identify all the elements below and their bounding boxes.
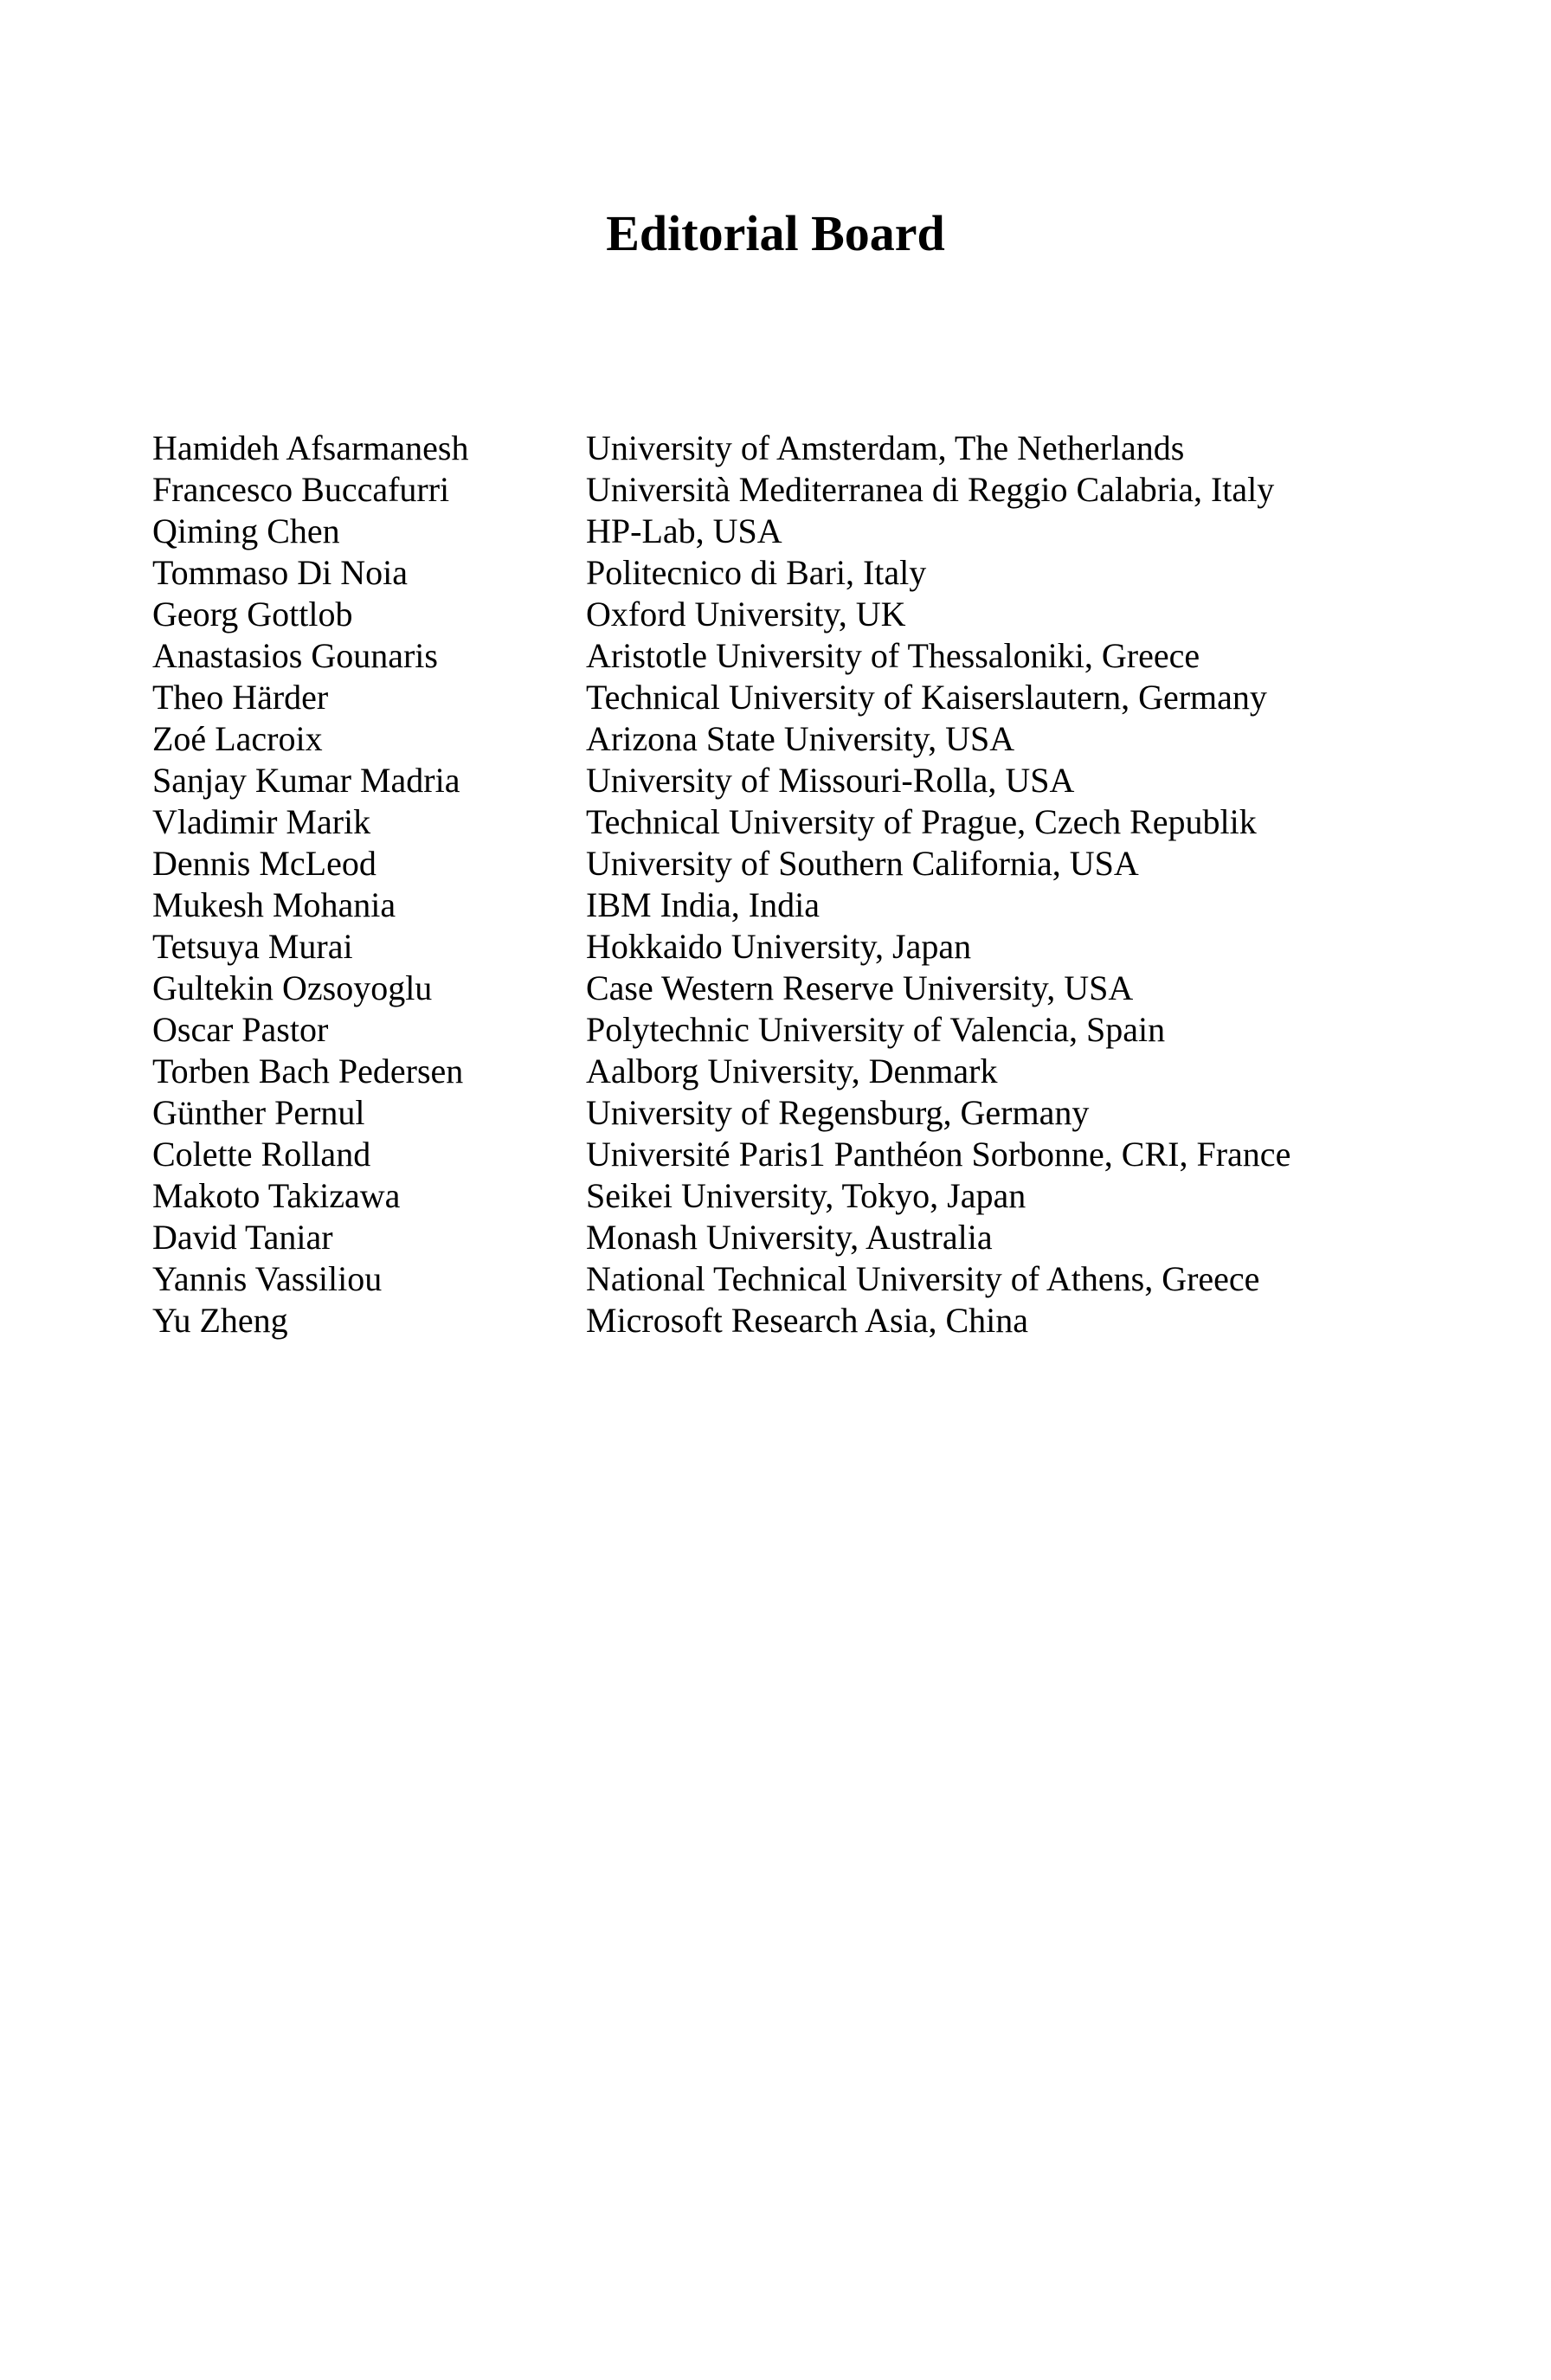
member-name: Vladimir Marik <box>152 802 371 841</box>
member-name: Yu Zheng <box>152 1301 288 1340</box>
board-member-row <box>152 594 1407 635</box>
member-name: Tommaso Di Noia <box>152 553 408 592</box>
member-affiliation: Case Western Reserve University, USA <box>586 968 1134 1007</box>
member-name: Tetsuya Murai <box>152 927 353 966</box>
board-member-row <box>152 469 1407 511</box>
member-name: Mukesh Mohania <box>152 885 396 924</box>
member-name: David Taniar <box>152 1218 333 1257</box>
board-member-row <box>152 428 1407 469</box>
member-affiliation: Monash University, Australia <box>586 1218 993 1257</box>
member-name: Francesco Buccafurri <box>152 470 450 509</box>
board-member-row <box>152 968 1407 1009</box>
board-member-row <box>152 552 1407 594</box>
board-member-row <box>152 1175 1407 1217</box>
member-name: Theo Härder <box>152 678 329 717</box>
member-name: Sanjay Kumar Madria <box>152 761 460 800</box>
board-member-row <box>152 926 1407 968</box>
member-affiliation: IBM India, India <box>586 885 820 924</box>
board-member-row <box>152 511 1407 552</box>
member-name: Gultekin Ozsoyoglu <box>152 968 433 1007</box>
member-affiliation: Seikei University, Tokyo, Japan <box>586 1176 1026 1215</box>
member-name: Qiming Chen <box>152 511 340 550</box>
board-member-row <box>152 1051 1407 1092</box>
board-member-row <box>152 1134 1407 1175</box>
member-name: Günther Pernul <box>152 1093 365 1132</box>
member-name: Hamideh Afsarmanesh <box>152 428 469 467</box>
member-affiliation: Polytechnic University of Valencia, Spain <box>586 1010 1166 1049</box>
member-name: Oscar Pastor <box>152 1010 329 1049</box>
member-affiliation: University of Regensburg, Germany <box>586 1093 1090 1132</box>
member-name: Torben Bach Pedersen <box>152 1052 464 1090</box>
board-member-row <box>152 718 1407 760</box>
member-affiliation: University of Missouri-Rolla, USA <box>586 761 1075 800</box>
member-name: Colette Rolland <box>152 1135 371 1174</box>
board-member-row <box>152 1258 1407 1300</box>
member-affiliation: Microsoft Research Asia, China <box>586 1301 1028 1340</box>
board-member-row <box>152 677 1407 718</box>
board-member-row <box>152 635 1407 677</box>
member-affiliation: Aristotle University of Thessaloniki, Greece <box>586 636 1200 675</box>
board-member-row <box>152 884 1407 926</box>
member-affiliation: Hokkaido University, Japan <box>586 927 972 966</box>
member-affiliation: Université Paris1 Panthéon Sorbonne, CRI, France <box>586 1135 1291 1174</box>
board-member-row <box>152 1009 1407 1051</box>
board-member-row <box>152 801 1407 843</box>
member-affiliation: University of Southern California, USA <box>586 844 1139 883</box>
member-name: Makoto Takizawa <box>152 1176 401 1215</box>
member-name: Anastasios Gounaris <box>152 636 438 675</box>
member-affiliation: Aalborg University, Denmark <box>586 1052 998 1090</box>
member-affiliation: HP-Lab, USA <box>586 511 782 550</box>
member-name: Zoé Lacroix <box>152 719 323 758</box>
member-affiliation: Technical University of Prague, Czech Republik <box>586 802 1257 841</box>
member-affiliation: Università Mediterranea di Reggio Calabria, Italy <box>586 470 1275 509</box>
board-member-row <box>152 1217 1407 1258</box>
member-name: Yannis Vassiliou <box>152 1259 383 1298</box>
member-affiliation: Arizona State University, USA <box>586 719 1015 758</box>
member-affiliation: Technical University of Kaiserslautern, Germany <box>586 678 1267 717</box>
member-name: Georg Gottlob <box>152 595 353 634</box>
board-member-row <box>152 843 1407 884</box>
member-affiliation: University of Amsterdam, The Netherlands <box>586 428 1185 467</box>
member-affiliation: National Technical University of Athens, Greece <box>586 1259 1260 1298</box>
editorial-board-list <box>152 428 1407 1341</box>
board-member-row <box>152 760 1407 801</box>
board-member-row <box>152 1092 1407 1134</box>
member-affiliation: Politecnico di Bari, Italy <box>586 553 927 592</box>
board-member-row <box>152 1300 1407 1341</box>
page-title: Editorial Board <box>606 205 945 261</box>
member-affiliation: Oxford University, UK <box>586 595 906 634</box>
member-name: Dennis McLeod <box>152 844 376 883</box>
